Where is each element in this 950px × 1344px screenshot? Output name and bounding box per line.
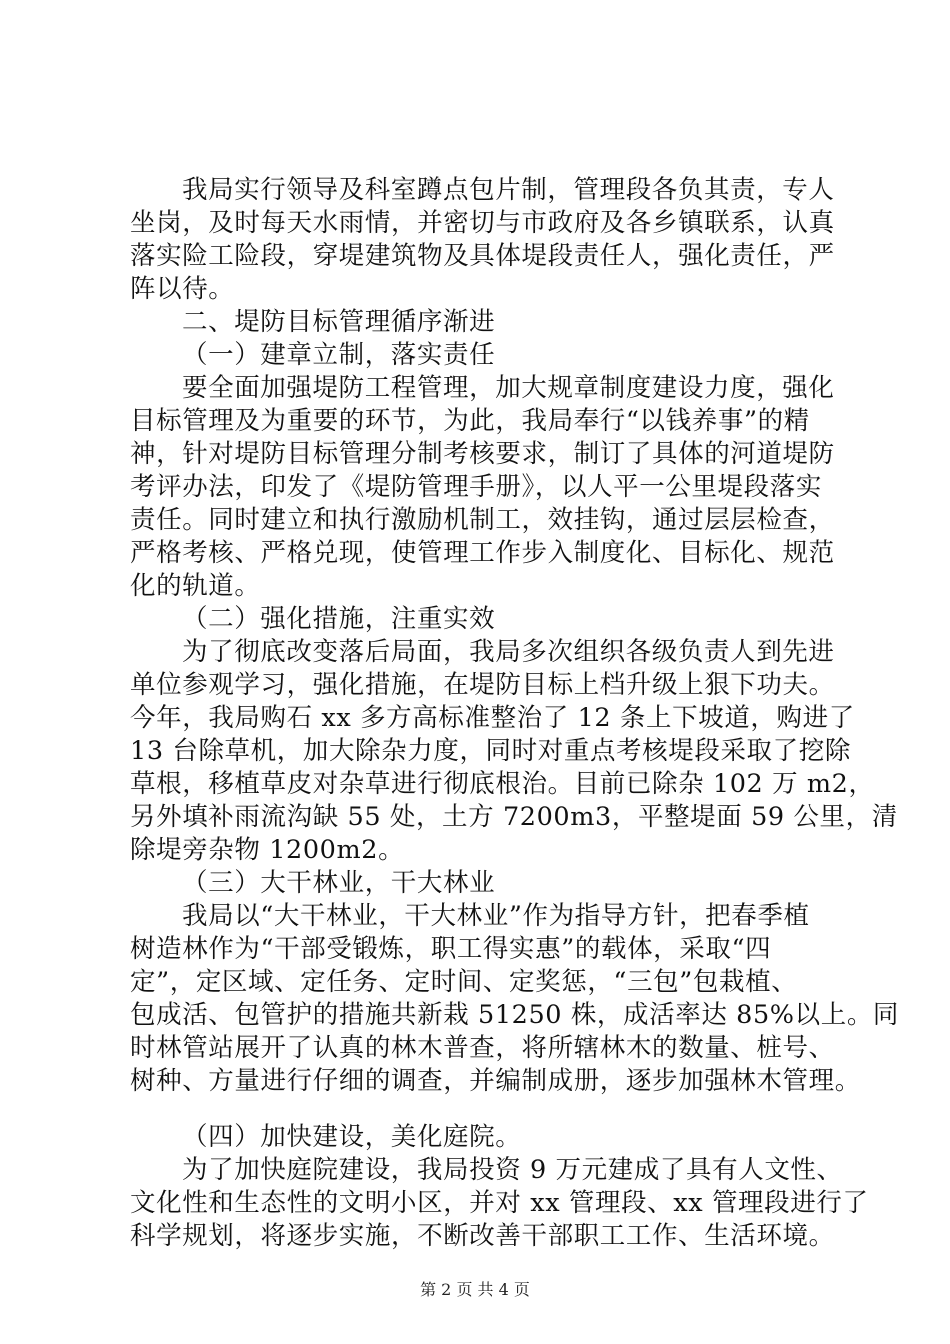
body-text-line: 我局实行领导及科室蹲点包片制，管理段各负其责，专人	[182, 175, 835, 205]
body-text-line: 另外填补雨流沟缺 55 处，土方 7200m3，平整堤面 59 公里，清	[130, 802, 898, 832]
body-text-line: 今年，我局购石 xx 多方高标准整治了 12 条上下坡道，购进了	[130, 703, 855, 733]
subsection-heading: （三）大干林业，干大林业	[182, 868, 496, 898]
body-text-line: 落实险工险段，穿堤建筑物及具体堤段责任人，强化责任，严	[130, 241, 835, 271]
body-text-line: 树造林作为“干部受锻炼，职工得实惠”的载体，采取“四	[130, 934, 772, 964]
body-text-line: 草根，移植草皮对杂草进行彻底根治。目前已除杂 102 万 m2，	[130, 769, 875, 799]
body-text-line: 文化性和生态性的文明小区，并对 xx 管理段、xx 管理段进行了	[130, 1188, 869, 1218]
body-text-line: 要全面加强堤防工程管理，加大规章制度建设力度，强化	[182, 373, 835, 403]
body-text-line: 阵以待。	[130, 274, 235, 304]
body-text-line: 包成活、包管护的措施共新栽 51250 株，成活率达 85%以上。同	[130, 1000, 900, 1030]
body-text-line: 责任。同时建立和执行激励机制工，效挂钩，通过层层检查，	[130, 505, 835, 535]
page-footer: 第 2 页 共 4 页	[420, 1280, 530, 1299]
section-heading: 二、堤防目标管理循序渐进	[182, 307, 496, 337]
body-text-line: 除堤旁杂物 1200m2。	[130, 835, 405, 865]
body-text-line: 定”，定区域、定任务、定时间、定奖惩，“三包”包栽植、	[130, 967, 798, 997]
body-text-line: 目标管理及为重要的环节，为此，我局奉行“以钱养事”的精	[130, 406, 810, 436]
subsection-heading: （四）加快建设，美化庭院。	[182, 1122, 522, 1152]
body-text-line: 树种、方量进行仔细的调查，并编制成册，逐步加强林木管理。	[130, 1066, 861, 1096]
body-text-line: 13 台除草机，加大除杂力度，同时对重点考核堤段采取了挖除	[130, 736, 851, 766]
body-text-line: 严格考核、严格兑现，使管理工作步入制度化、目标化、规范	[130, 538, 835, 568]
body-text-line: 化的轨道。	[130, 571, 261, 601]
body-text-line: 科学规划，将逐步实施，不断改善干部职工工作、生活环境。	[130, 1221, 835, 1251]
subsection-heading: （二）强化措施，注重实效	[182, 604, 496, 634]
body-text-line: 单位参观学习，强化措施，在堤防目标上档升级上狠下功夫。	[130, 670, 835, 700]
body-text-line: 坐岗，及时每天水雨情，并密切与市政府及各乡镇联系，认真	[130, 208, 835, 238]
body-text-line: 为了彻底改变落后局面，我局多次组织各级负责人到先进	[182, 637, 835, 667]
body-text-line: 我局以“大干林业，干大林业”作为指导方针，把春季植	[182, 901, 810, 931]
subsection-heading: （一）建章立制，落实责任	[182, 340, 496, 370]
body-text-line: 神，针对堤防目标管理分制考核要求，制订了具体的河道堤防	[130, 439, 835, 469]
body-text-line: 为了加快庭院建设，我局投资 9 万元建成了具有人文性、	[182, 1155, 843, 1185]
body-text-line: 考评办法，印发了《堤防管理手册》，以人平一公里堤段落实	[130, 472, 822, 502]
body-text-line: 时林管站展开了认真的林木普查，将所辖林木的数量、桩号、	[130, 1033, 835, 1063]
